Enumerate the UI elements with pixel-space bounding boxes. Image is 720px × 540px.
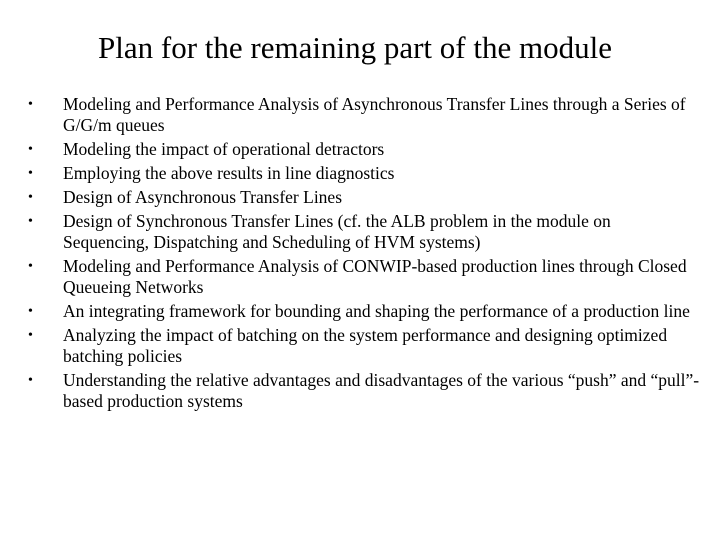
bullet-icon: • [28, 142, 33, 157]
bullet-icon: • [28, 97, 33, 112]
list-item [28, 139, 708, 160]
bullet-icon: • [28, 166, 33, 181]
bullet-text: Modeling and Performance Analysis of CONWIP-based production lines through Closed Queueing Networks [63, 256, 687, 297]
slide-title: Plan for the remaining part of the module [98, 30, 612, 65]
list-item [28, 163, 708, 184]
list-item [28, 256, 708, 298]
list-item [28, 211, 708, 253]
list-item [28, 325, 708, 367]
bullet-text: Modeling the impact of operational detractors [63, 139, 385, 159]
bullet-text: Analyzing the impact of batching on the system performance and designing optimized batching policies [63, 325, 668, 366]
list-item [28, 301, 708, 322]
bullet-icon: • [28, 190, 33, 205]
list-item [28, 370, 708, 412]
list-item [28, 94, 708, 136]
bullet-list [28, 94, 708, 415]
list-item [28, 187, 708, 208]
bullet-icon: • [28, 259, 33, 274]
bullet-icon: • [28, 373, 33, 388]
bullet-text: Employing the above results in line diagnostics [63, 163, 395, 183]
bullet-icon: • [28, 328, 33, 343]
bullet-text: Understanding the relative advantages and disadvantages of the various “push” and “pull”-based production systems [63, 370, 700, 411]
bullet-text: Modeling and Performance Analysis of Asynchronous Transfer Lines through a Series of G/G/m queues [63, 94, 686, 135]
bullet-icon: • [28, 304, 33, 319]
bullet-text: Design of Asynchronous Transfer Lines [63, 187, 343, 207]
bullet-icon: • [28, 214, 33, 229]
bullet-text: An integrating framework for bounding and shaping the performance of a production line [63, 301, 690, 321]
bullet-text: Design of Synchronous Transfer Lines (cf. the ALB problem in the module on Sequencing, Dispatching and Scheduling of HVM systems) [63, 211, 611, 252]
